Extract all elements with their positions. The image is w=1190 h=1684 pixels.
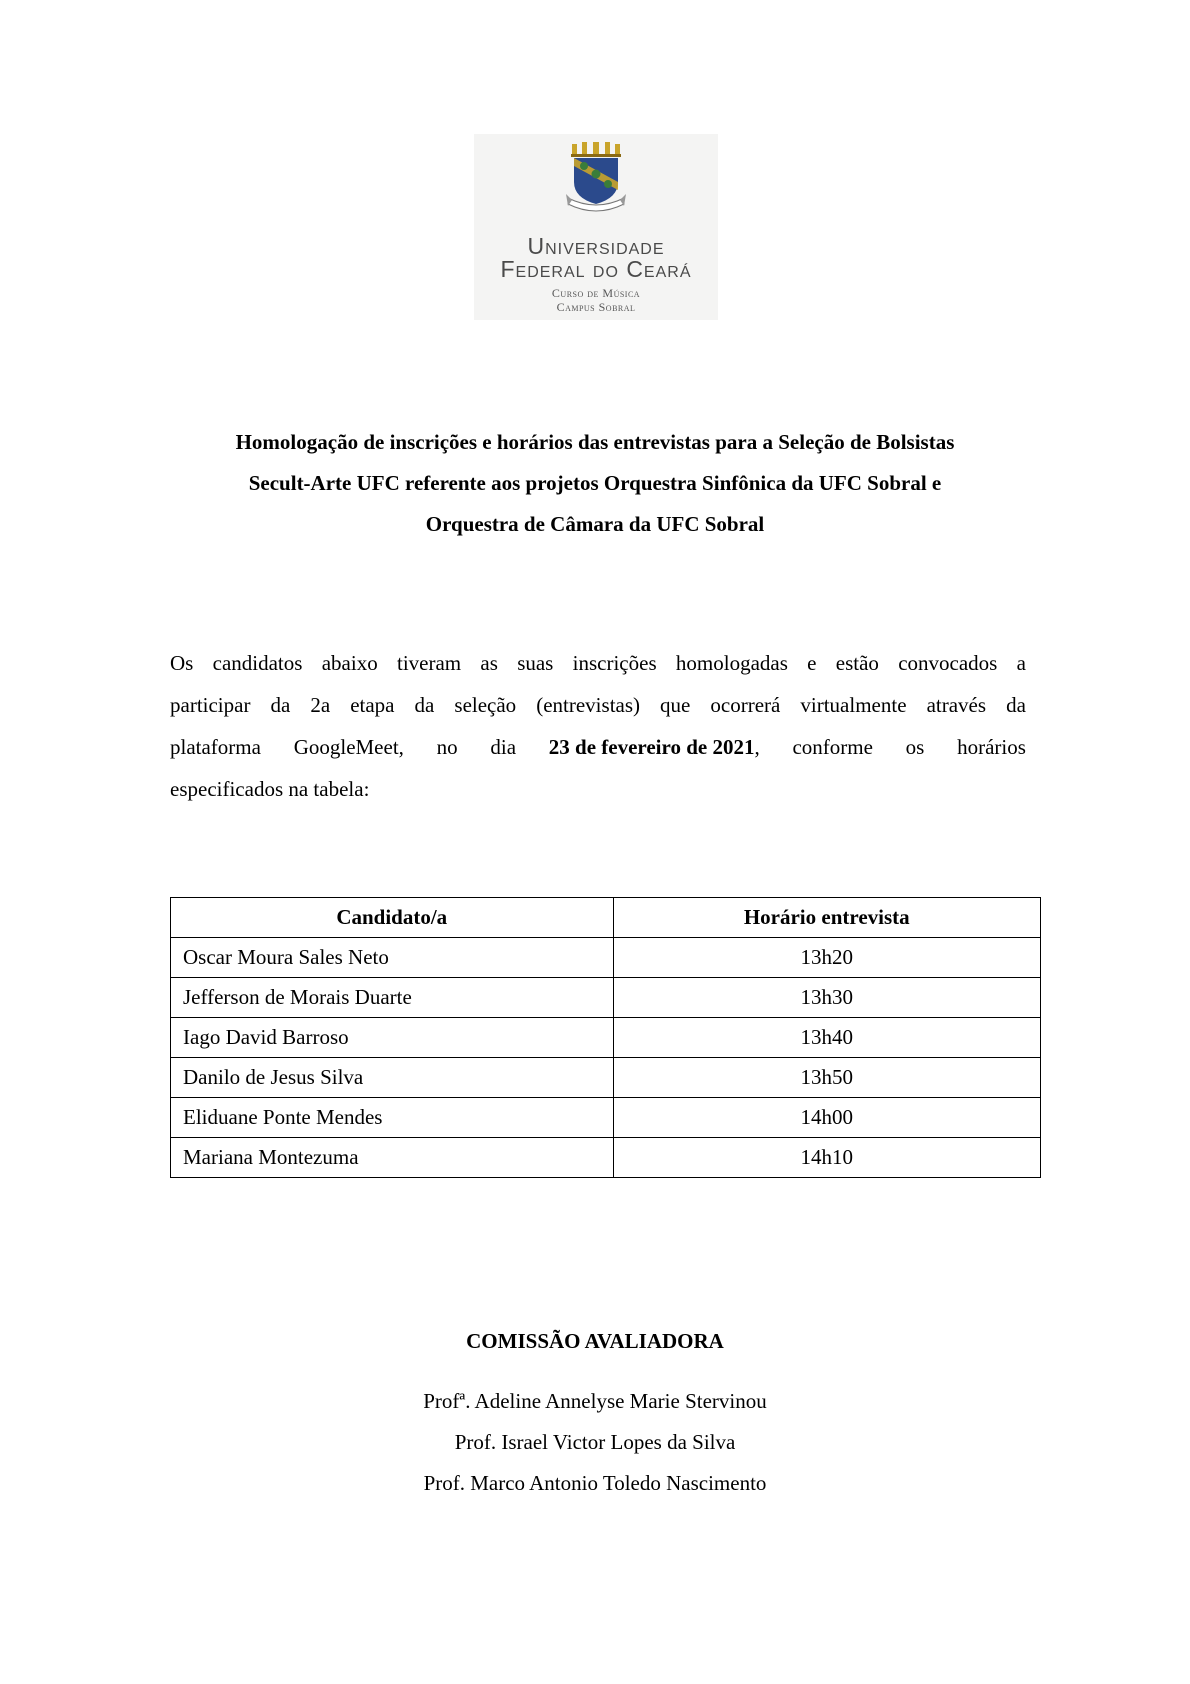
ufc-emblem-icon [564, 142, 628, 222]
interview-date [549, 726, 760, 768]
word: conforme [792, 735, 873, 759]
candidate-name-cell: Jefferson de Morais Duarte [171, 978, 614, 1018]
table-row [171, 1018, 1041, 1058]
word: candidatos [212, 651, 303, 675]
title-line-2: Secult-Arte UFC referente aos projetos Orquestra Sinfônica da UFC Sobral e [248, 471, 942, 495]
word: da [1006, 693, 1026, 717]
committee-members [0, 1381, 1190, 1504]
logo-text-universidade: Universidade [527, 233, 665, 259]
committee-member: Prof. Marco Antonio Toledo Nascimento [423, 1471, 767, 1495]
header-horario: Horário entrevista [613, 898, 1041, 938]
word: homologadas [675, 651, 788, 675]
interview-time-cell: 13h30 [613, 978, 1041, 1018]
word: participar [170, 693, 251, 717]
paragraph-line-2 [170, 684, 1026, 726]
header-candidato: Candidato/a [171, 898, 614, 938]
word: Os [170, 651, 194, 675]
interview-time-cell: 13h20 [613, 938, 1041, 978]
word: inscrições [572, 651, 657, 675]
candidate-name-cell: Iago David Barroso [171, 1018, 614, 1058]
word: que [660, 693, 691, 717]
word: ocorrerá [710, 693, 781, 717]
word: estão [835, 651, 879, 675]
word: seleção [454, 693, 517, 717]
paragraph-line-3 [170, 726, 1026, 768]
interview-time-cell: 14h10 [613, 1138, 1041, 1178]
committee-title: COMISSÃO AVALIADORA [466, 1329, 724, 1353]
interview-time-cell: 13h50 [613, 1058, 1041, 1098]
table-row [171, 1058, 1041, 1098]
interview-date-bold: 23 de fevereiro de 2021 [548, 735, 755, 759]
comma: , [754, 735, 760, 759]
word: GoogleMeet, [293, 735, 404, 759]
word: as [480, 651, 498, 675]
table-row [171, 978, 1041, 1018]
word: virtualmente [800, 693, 907, 717]
paragraph-line-4: especificados na tabela: [170, 777, 370, 801]
interview-time-cell: 13h40 [613, 1018, 1041, 1058]
table-body [171, 938, 1041, 1178]
word: horários [957, 735, 1026, 759]
candidate-name-cell: Oscar Moura Sales Neto [171, 938, 614, 978]
interview-schedule-table [170, 897, 1041, 1178]
word: etapa [350, 693, 395, 717]
title-line-3: Orquestra de Câmara da UFC Sobral [425, 512, 765, 536]
table-row [171, 1098, 1041, 1138]
word: (entrevistas) [536, 693, 641, 717]
word: 2a [310, 693, 331, 717]
committee-member: Prof. Israel Victor Lopes da Silva [454, 1430, 736, 1454]
committee-member: Profª. Adeline Annelyse Marie Stervinou [423, 1389, 767, 1413]
word: convocados [898, 651, 998, 675]
logo-text-campus: Campus Sobral [556, 300, 636, 314]
logo-text-curso: Curso de Música [551, 286, 641, 300]
word: da [270, 693, 291, 717]
word: suas [517, 651, 554, 675]
word: abaixo [321, 651, 378, 675]
word: no [436, 735, 458, 759]
word: tiveram [396, 651, 462, 675]
body-paragraph [170, 642, 1026, 810]
title-line-1: Homologação de inscrições e horários das entrevistas para a Seleção de Bolsistas [235, 430, 955, 454]
logo-text-federal-do-ceara: Federal do Ceará [500, 256, 692, 282]
word: da [414, 693, 435, 717]
candidate-name-cell: Mariana Montezuma [171, 1138, 614, 1178]
candidate-name-cell: Eliduane Ponte Mendes [171, 1098, 614, 1138]
word: dia [490, 735, 517, 759]
table-row [171, 938, 1041, 978]
word: a [1016, 651, 1026, 675]
table-row [171, 1138, 1041, 1178]
word: plataforma [170, 735, 261, 759]
word: os [905, 735, 925, 759]
interview-time-cell: 14h00 [613, 1098, 1041, 1138]
word: e [807, 651, 817, 675]
table-header-row [171, 898, 1041, 938]
candidate-name-cell: Danilo de Jesus Silva [171, 1058, 614, 1098]
university-logo [474, 134, 718, 320]
word: através [926, 693, 987, 717]
paragraph-line-1 [170, 642, 1026, 684]
document-title [150, 422, 1040, 545]
